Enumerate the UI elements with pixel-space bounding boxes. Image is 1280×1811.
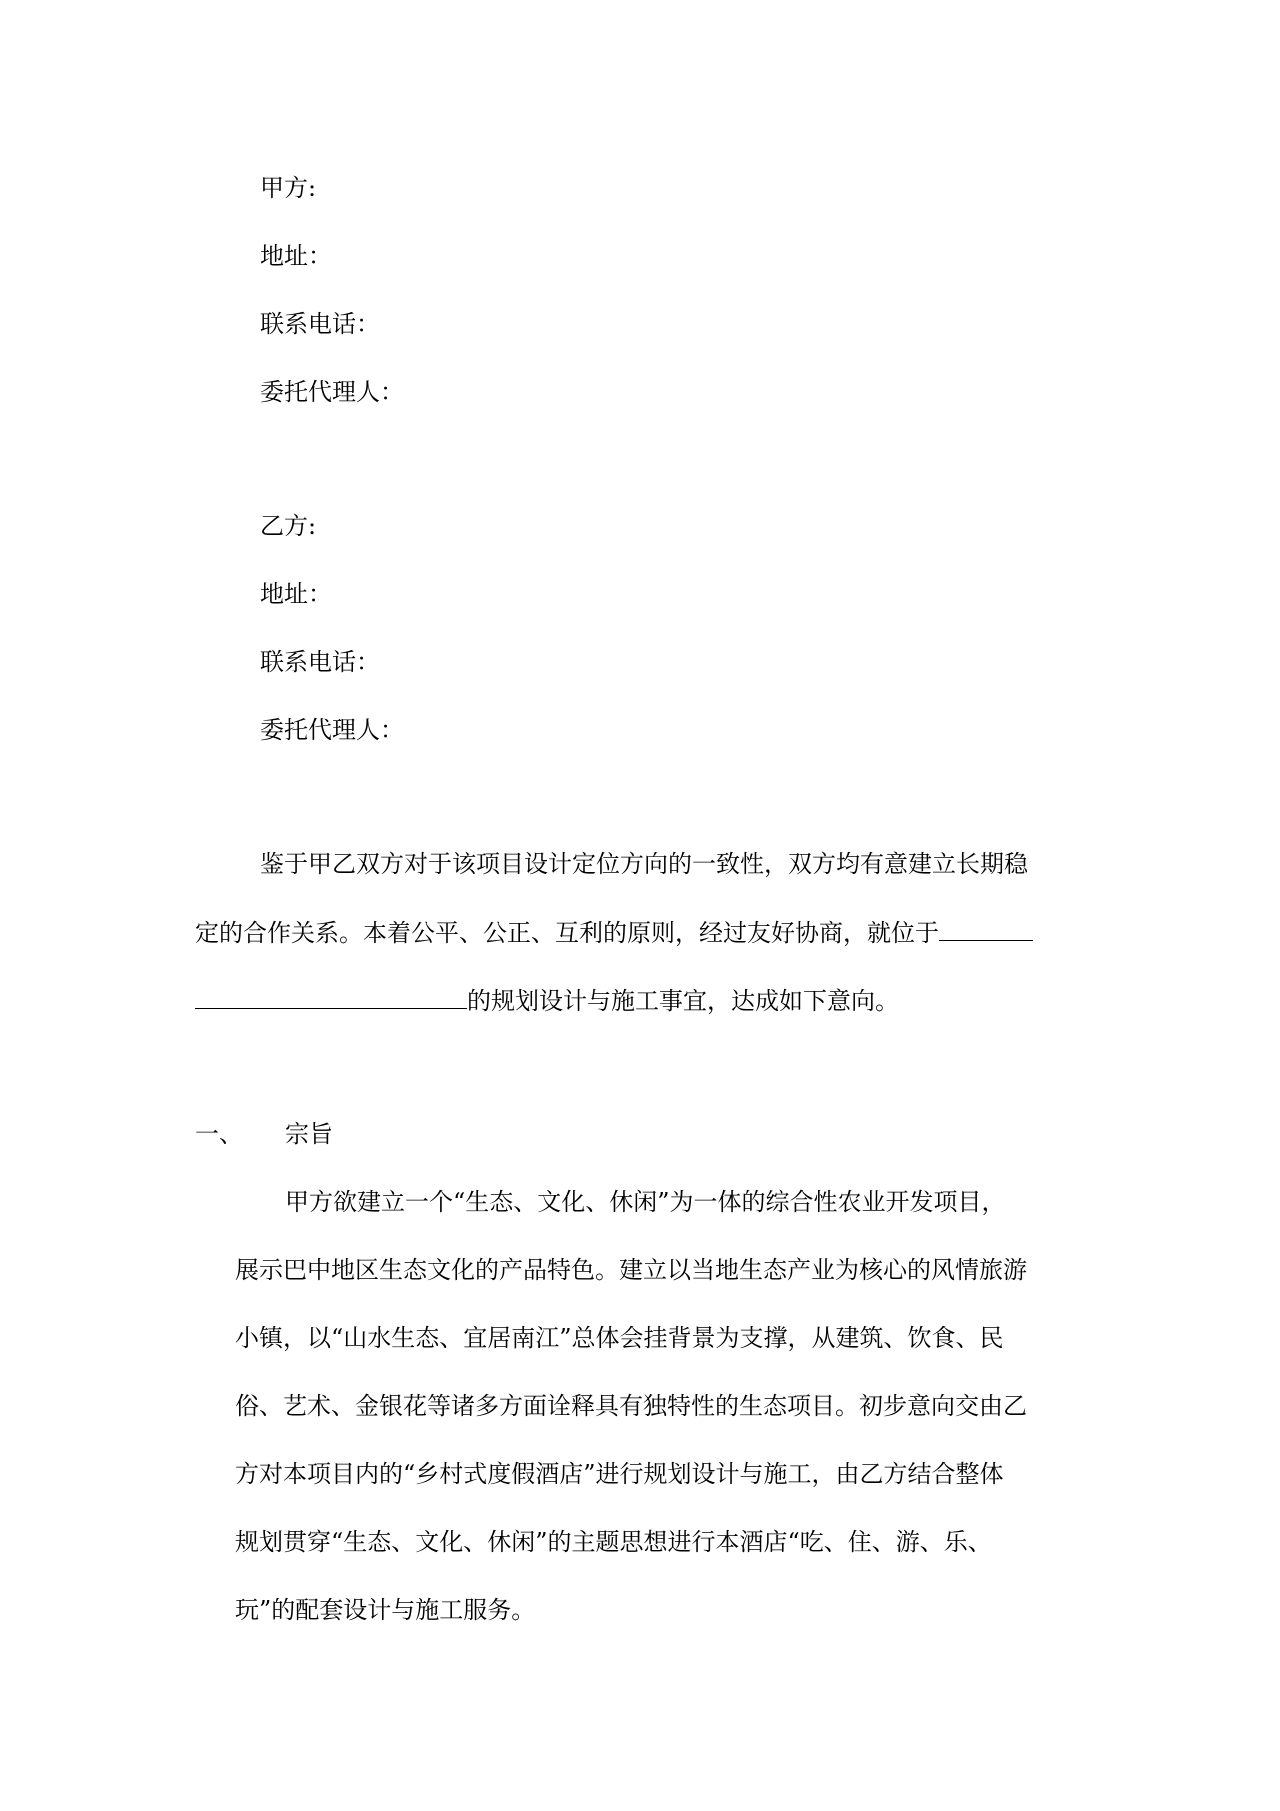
party-b-agent-label: 委托代理人： xyxy=(260,716,404,744)
party-a-phone-label: 联系电话： xyxy=(260,310,380,338)
section-1-title: 宗旨 xyxy=(285,1120,333,1148)
section-1-line-1: 甲方欲建立一个“生态、文化、休闲”为一体的综合性农业开发项目， xyxy=(285,1188,1006,1216)
party-b-phone-label: 联系电话： xyxy=(260,648,380,676)
party-a-name-label: 甲方: xyxy=(260,174,317,202)
party-b-name-label: 乙方: xyxy=(260,512,317,540)
party-a-agent-label: 委托代理人： xyxy=(260,378,404,406)
section-1-line-7: 玩”的配套设计与施工服务。 xyxy=(235,1596,536,1624)
preamble-line-1: 鉴于甲乙双方对于该项目设计定位方向的一致性，双方均有意建立长期稳 xyxy=(260,850,1028,878)
preamble-line-3 xyxy=(195,984,899,1017)
location-blank-1 xyxy=(939,916,1033,941)
section-1-number: 一、 xyxy=(195,1120,243,1148)
preamble-line-3-text: 的规划设计与施工事宜，达成如下意向。 xyxy=(467,987,899,1015)
section-1-line-4: 俗、艺术、金银花等诸多方面诠释具有独特性的生态项目。初步意向交由乙 xyxy=(235,1392,1027,1420)
section-1-line-6: 规划贯穿“生态、文化、休闲”的主题思想进行本酒店“吃、住、游、乐、 xyxy=(235,1528,992,1556)
location-blank-2 xyxy=(195,984,467,1009)
preamble-line-2-text: 定的合作关系。本着公平、公正、互利的原则，经过友好协商，就位于 xyxy=(195,919,939,947)
party-b-address-label: 地址： xyxy=(260,580,332,608)
section-1-line-2: 展示巴中地区生态文化的产品特色。建立以当地生态产业为核心的风情旅游 xyxy=(235,1256,1027,1284)
preamble-line-2 xyxy=(195,916,1033,949)
section-1-line-5: 方对本项目内的“乡村式度假酒店”进行规划设计与施工，由乙方结合整体 xyxy=(235,1460,1004,1488)
section-1-line-3: 小镇，以“山水生态、宜居南江”总体会挂背景为支撑，从建筑、饮食、民 xyxy=(235,1324,1004,1352)
party-a-address-label: 地址： xyxy=(260,242,332,270)
